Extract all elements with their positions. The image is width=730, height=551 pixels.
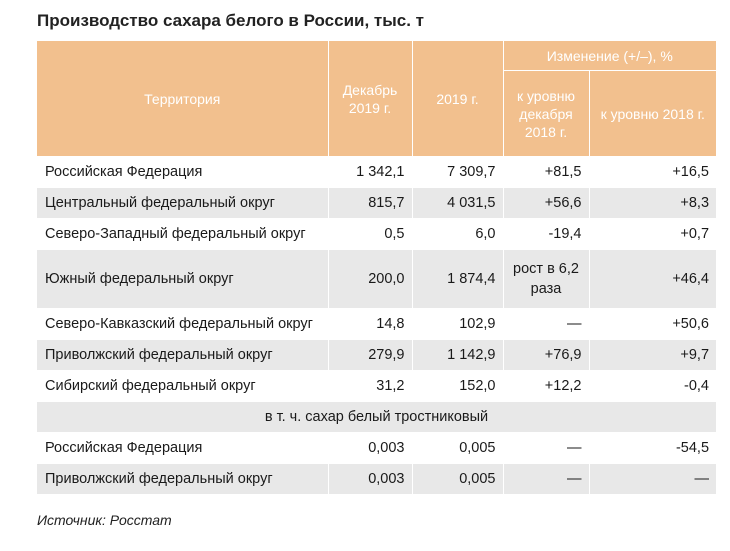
- row-dec2019: 1 342,1: [328, 157, 412, 188]
- row-vs-2018: +46,4: [589, 250, 716, 309]
- row-2019: 0,005: [412, 464, 503, 495]
- table-row: [37, 157, 716, 188]
- table-row: [37, 250, 716, 309]
- row-vs-dec2018: +56,6: [503, 188, 589, 219]
- row-vs-dec2018: +81,5: [503, 157, 589, 188]
- table-row: [37, 433, 716, 464]
- row-vs-dec2018: —: [503, 309, 589, 340]
- row-vs-2018: -0,4: [589, 371, 716, 402]
- row-name: Сибирский федеральный округ: [37, 371, 328, 402]
- row-dec2019: 815,7: [328, 188, 412, 219]
- row-name: Российская Федерация: [37, 433, 328, 464]
- row-vs-2018: +0,7: [589, 219, 716, 250]
- row-vs-dec2018: -19,4: [503, 219, 589, 250]
- header-change: Изменение (+/–), %: [503, 41, 716, 71]
- row-2019: 7 309,7: [412, 157, 503, 188]
- row-vs-dec2018: +76,9: [503, 340, 589, 371]
- row-vs-dec2018: +12,2: [503, 371, 589, 402]
- row-dec2019: 14,8: [328, 309, 412, 340]
- row-2019: 4 031,5: [412, 188, 503, 219]
- row-name: Приволжский федеральный округ: [37, 464, 328, 495]
- sugar-production-table: [37, 41, 716, 495]
- row-vs-2018: +8,3: [589, 188, 716, 219]
- row-vs-dec2018: —: [503, 464, 589, 495]
- row-2019: 1 142,9: [412, 340, 503, 371]
- row-vs-2018: —: [589, 464, 716, 495]
- row-name: Северо-Кавказский федеральный округ: [37, 309, 328, 340]
- row-2019: 102,9: [412, 309, 503, 340]
- row-dec2019: 0,003: [328, 464, 412, 495]
- subsection-label: в т. ч. сахар белый тростниковый: [37, 402, 716, 433]
- row-name: Южный федеральный округ: [37, 250, 328, 309]
- row-vs-2018: +16,5: [589, 157, 716, 188]
- table-row: [37, 371, 716, 402]
- row-vs-dec2018: —: [503, 433, 589, 464]
- row-dec2019: 31,2: [328, 371, 412, 402]
- row-vs-dec2018: рост в 6,2 раза: [503, 250, 589, 309]
- table-row: [37, 219, 716, 250]
- header-vs-2018: к уровню 2018 г.: [589, 71, 716, 157]
- row-name: Центральный федеральный округ: [37, 188, 328, 219]
- header-territory: Территория: [37, 41, 328, 157]
- header-2019: 2019 г.: [412, 41, 503, 157]
- row-dec2019: 200,0: [328, 250, 412, 309]
- table-row: [37, 188, 716, 219]
- row-2019: 0,005: [412, 433, 503, 464]
- row-name: Северо-Западный федеральный округ: [37, 219, 328, 250]
- table-row: [37, 340, 716, 371]
- row-dec2019: 0,5: [328, 219, 412, 250]
- row-2019: 6,0: [412, 219, 503, 250]
- table-row: [37, 309, 716, 340]
- subsection-row: [37, 402, 716, 433]
- table-title: Производство сахара белого в России, тыс. т: [37, 11, 424, 30]
- row-name: Приволжский федеральный округ: [37, 340, 328, 371]
- header-vs-dec2018: к уровню декабря 2018 г.: [503, 71, 589, 157]
- row-dec2019: 279,9: [328, 340, 412, 371]
- row-dec2019: 0,003: [328, 433, 412, 464]
- row-2019: 1 874,4: [412, 250, 503, 309]
- source-note: Источник: Росстат: [37, 512, 172, 528]
- table-row: [37, 464, 716, 495]
- row-vs-2018: -54,5: [589, 433, 716, 464]
- header-dec2019: Декабрь 2019 г.: [328, 41, 412, 157]
- row-name: Российская Федерация: [37, 157, 328, 188]
- row-vs-2018: +9,7: [589, 340, 716, 371]
- row-vs-2018: +50,6: [589, 309, 716, 340]
- row-2019: 152,0: [412, 371, 503, 402]
